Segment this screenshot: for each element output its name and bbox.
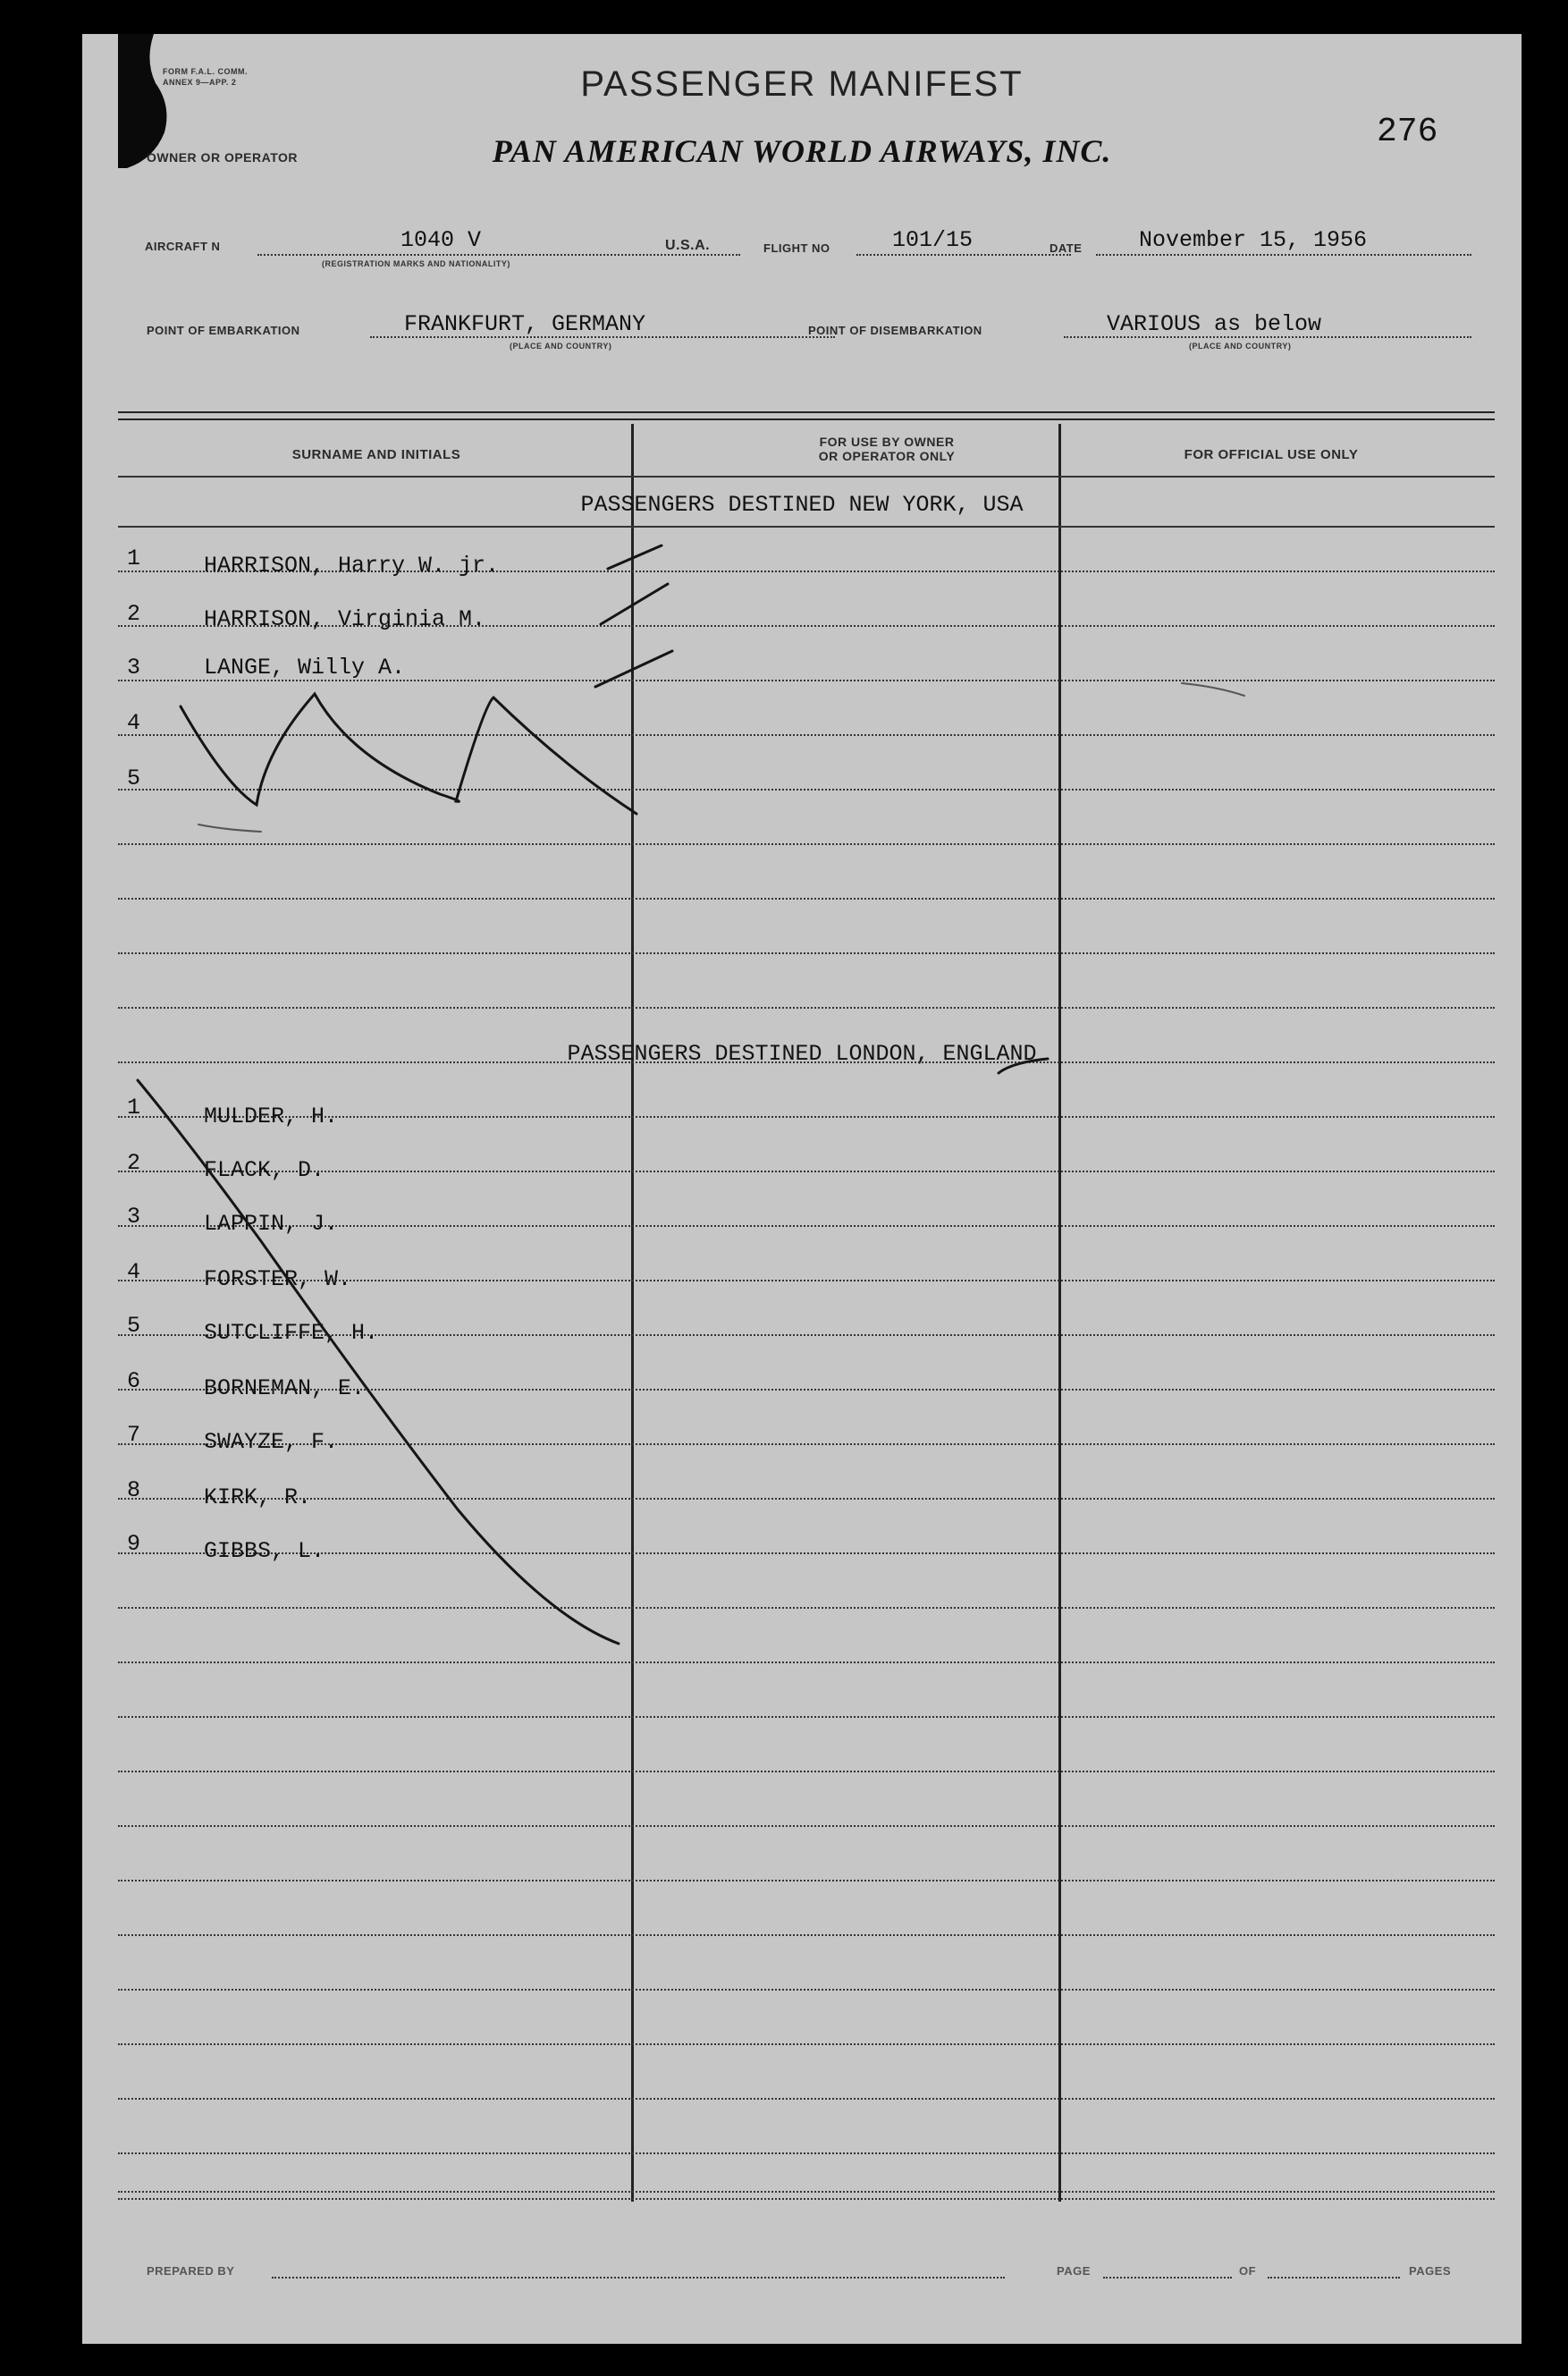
row-number: 9: [127, 1531, 141, 1557]
row-rule: [118, 1716, 1495, 1718]
void-scribble: [181, 694, 636, 814]
flight-value: 101/15: [892, 227, 974, 253]
column-header-official-use: FOR OFFICIAL USE ONLY: [1184, 447, 1359, 462]
check-mark: [595, 651, 672, 687]
disembark-value: VARIOUS as below: [1107, 311, 1322, 337]
row-number: 7: [127, 1422, 141, 1448]
column-header-surname: SURNAME AND INITIALS: [291, 447, 461, 462]
passenger-name: SUTCLIFFE, H.: [204, 1320, 379, 1346]
row-rule: [118, 734, 1495, 736]
passenger-name: LANGE, Willy A.: [204, 655, 406, 681]
row-rule: [118, 2152, 1495, 2154]
footer-of-label: OF: [1239, 2264, 1257, 2278]
row-rule: [118, 2098, 1495, 2100]
row-rule: [118, 1607, 1495, 1609]
footer-prepared-by-label: PREPARED BY: [147, 2264, 235, 2278]
page-stamp-number: 276: [1377, 113, 1438, 151]
row-number: 6: [127, 1368, 141, 1394]
column-header-owner-use: FOR USE BY OWNER OR OPERATOR ONLY: [818, 435, 956, 463]
row-rule: [118, 1662, 1495, 1663]
check-mark: [608, 545, 662, 569]
row-number: 3: [127, 655, 141, 681]
disembark-caption: (PLACE AND COUNTRY): [1189, 342, 1292, 351]
embark-label: POINT OF EMBARKATION: [147, 324, 300, 337]
passenger-name: FORSTER, W.: [204, 1266, 352, 1292]
passenger-name: KIRK, R.: [204, 1484, 312, 1510]
row-rule: [118, 1880, 1495, 1881]
footer-pages-label: PAGES: [1409, 2264, 1452, 2278]
group-heading-new-york: PASSENGERS DESTINED NEW YORK, USA: [580, 492, 1024, 518]
aircraft-label: AIRCRAFT N: [145, 240, 221, 253]
row-rule: [118, 789, 1495, 791]
row-rule: [118, 898, 1495, 900]
row-rule: [118, 1934, 1495, 1936]
flight-label: FLIGHT NO: [763, 241, 830, 255]
row-number: 8: [127, 1477, 141, 1503]
row-number: 4: [127, 710, 141, 736]
row-rule: [118, 1771, 1495, 1772]
row-number: 2: [127, 1150, 141, 1176]
corner-note-line2: ANNEX 9—APP. 2: [163, 78, 237, 87]
passenger-name: MULDER, H.: [204, 1103, 339, 1129]
row-rule: [118, 476, 1495, 478]
passenger-name: BORNEMAN, E.: [204, 1375, 366, 1401]
date-label: DATE: [1050, 241, 1083, 255]
registration-caption: (REGISTRATION MARKS AND NATIONALITY): [322, 259, 510, 268]
owner-label: OWNER OR OPERATOR: [147, 150, 298, 165]
passenger-name: LAPPIN, J.: [204, 1211, 339, 1237]
aircraft-value: 1040 V: [400, 227, 482, 253]
row-rule: [118, 1825, 1495, 1827]
date-value: November 15, 1956: [1139, 227, 1368, 253]
disembark-label: POINT OF DISEMBARKATION: [808, 324, 982, 337]
row-number: 4: [127, 1259, 141, 1285]
corner-note-line1: FORM F.A.L. COMM.: [163, 67, 248, 76]
passenger-name: HARRISON, Virginia M.: [204, 606, 486, 632]
row-number: 5: [127, 1313, 141, 1339]
manifest-sheet: [82, 34, 1522, 2344]
group-heading-london: PASSENGERS DESTINED LONDON, ENGLAND: [567, 1041, 1037, 1067]
row-number: 3: [127, 1204, 141, 1230]
passenger-name: HARRISON, Harry W. jr.: [204, 553, 500, 579]
passenger-name: SWAYZE, F.: [204, 1429, 339, 1455]
airline-name: PAN AMERICAN WORLD AIRWAYS, INC.: [492, 133, 1112, 169]
embark-value: FRANKFURT, GERMANY: [404, 311, 646, 337]
passenger-name: GIBBS, L.: [204, 1538, 325, 1564]
check-mark: [601, 584, 668, 624]
row-rule: [118, 1498, 1495, 1500]
usa-label: U.S.A.: [665, 238, 711, 253]
row-number: 1: [127, 545, 141, 571]
row-rule: [118, 526, 1495, 528]
row-number: 1: [127, 1095, 141, 1120]
row-rule: [118, 1007, 1495, 1009]
row-number: 2: [127, 601, 141, 627]
row-rule: [118, 843, 1495, 845]
row-rule: [118, 1989, 1495, 1991]
footer-page-label: PAGE: [1057, 2264, 1091, 2278]
passenger-name: FLACK, D.: [204, 1157, 325, 1183]
row-rule: [118, 2043, 1495, 2045]
handwritten-marks: [82, 34, 1522, 2344]
row-rule: [118, 952, 1495, 954]
page-title: PASSENGER MANIFEST: [580, 64, 1024, 104]
embark-caption: (PLACE AND COUNTRY): [510, 342, 612, 351]
row-number: 5: [127, 765, 141, 791]
